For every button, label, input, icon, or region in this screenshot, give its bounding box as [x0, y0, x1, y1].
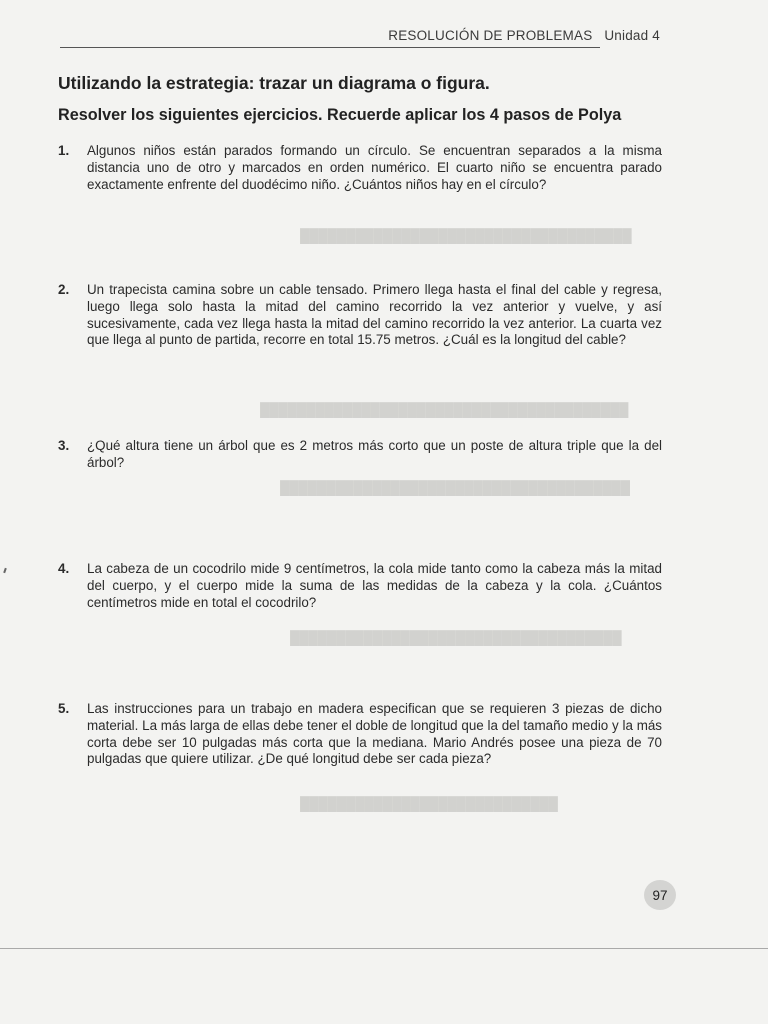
header-rule: [60, 47, 600, 48]
problem-number: 2.: [58, 282, 70, 297]
bleed-through-line: ████████████████████████████████████: [300, 228, 632, 243]
page-number: 97: [652, 887, 668, 903]
problem-number: 3.: [58, 438, 70, 453]
page-subtitle: Resolver los siguientes ejercicios. Recuerde aplicar los 4 pasos de Polya: [58, 106, 622, 124]
bleed-through-line: ████████████████████████████████████████: [260, 402, 629, 417]
page-title: Utilizando la estrategia: trazar un diagrama o figura.: [58, 73, 490, 93]
margin-mark: [3, 568, 7, 573]
bleed-through-line: ████████████████████████████████████: [290, 630, 622, 645]
problem-3: [58, 438, 662, 472]
problem-number: 4.: [58, 561, 70, 576]
page-bottom-edge: [0, 948, 768, 949]
problem-5: [58, 701, 662, 768]
problem-text: Un trapecista camina sobre un cable tensado. Primero llega hasta el final del cable y regresa, luego llega solo hasta la mitad del camino recorrido la vez anterior y vuelve, y así sucesivamente, cada vez llega hasta la mitad del camino recorrido la vez anterior. La cuarta vez que llega al punto de partida, recorre en total 15.75 metros. ¿Cuál es la longitud del cable?: [87, 282, 662, 348]
problem-2: [58, 282, 662, 349]
problem-text: ¿Qué altura tiene un árbol que es 2 metros más corto que un poste de altura triple que la del árbol?: [87, 438, 662, 470]
problem-text: Algunos niños están parados formando un círculo. Se encuentran separados a la misma distancia uno de otro y marcados en orden numérico. El cuarto niño se encuentra parado exactamente enfrente del duodécimo niño. ¿Cuántos niños hay en el círculo?: [87, 143, 662, 192]
running-head: [388, 28, 660, 43]
problem-number: 5.: [58, 701, 70, 716]
bleed-through-line: ██████████████████████████████████████: [280, 480, 630, 495]
problem-text: Las instrucciones para un trabajo en madera especifican que se requieren 3 piezas de dicho material. La más larga de ellas debe tener el doble de longitud que la del tamaño medio y la más corta debe ser 10 pulgadas más corta que la mediana. Mario Andrés posee una pieza de 70 pulgadas que quiere utilizar. ¿De qué longitud debe ser cada pieza?: [87, 701, 662, 767]
problem-1: [58, 143, 662, 193]
problem-4: [58, 561, 662, 611]
unit-label: Unidad 4: [604, 28, 660, 43]
bleed-through-line: ████████████████████████████: [300, 796, 558, 811]
problem-number: 1.: [58, 143, 70, 158]
problem-text: La cabeza de un cocodrilo mide 9 centímetros, la cola mide tanto como la cabeza más la mitad del cuerpo, y el cuerpo mide la suma de las medidas de la cabeza y la cola. ¿Cuántos centímetros mide en total el cocodrilo?: [87, 561, 662, 610]
page-number-badge: [644, 880, 676, 910]
section-title: RESOLUCIÓN DE PROBLEMAS: [388, 28, 593, 43]
